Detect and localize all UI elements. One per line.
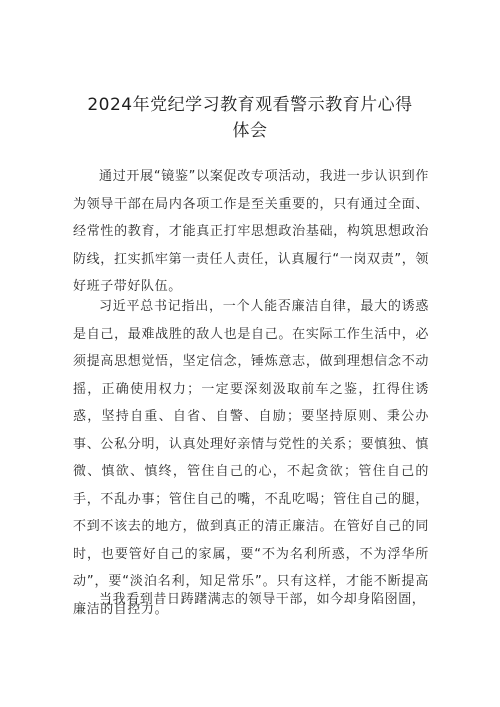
paragraph: 通过开展“镜鉴”以案促改专项活动，我进一步认识到作为领导干部在局内各项工作是至关重要的，只有通过全面、经常性的教育，才能真正打牢思想政治基础，构筑思想政治防线，扛实抓牢第一责任人责任，认真履行“一岗双责”，领好班子带好队伍。 [73, 169, 429, 294]
paragraph: 习近平总书记指出，一个人能否廉洁自律，最大的诱惑是自己，最难战胜的敌人也是自己。在实际工作生活中，必须提高思想觉悟，坚定信念，锤炼意志，做到理想信念不动摇，正确使用权力；一定要深刻汲取前车之鉴，扛得住诱惑，坚持自重、自省、自警、自励；要坚持原则、秉公办事、公私分明，认真处理好亲情与党性的关系；要慎独、慎微、慎欲、慎终，管住自己的心，不起贪欲；管住自己的手，不乱办事；管住自己的嘴，不乱吃喝；管住自己的腿，不到不该去的地方，做到真正的清正廉洁。在管好自己的同时，也要管好自己的家属，要“不为名利所惑，不为浮华所动”，要“淡泊名利，知足常乐”。只有这样，才能不断提高廉洁的自控力。 [73, 299, 429, 617]
paragraph-1-block [73, 163, 429, 301]
document-title [60, 92, 440, 144]
paragraph-3-block [73, 586, 429, 614]
paragraph-2-block [73, 293, 429, 623]
title-line-2: 体会 [232, 121, 268, 141]
paragraph: 当我看到昔日踌躇满志的领导干部，如今却身陷囹圄， [99, 592, 426, 607]
title-line-1: 2024年党纪学习教育观看警示教育片心得 [87, 95, 413, 115]
